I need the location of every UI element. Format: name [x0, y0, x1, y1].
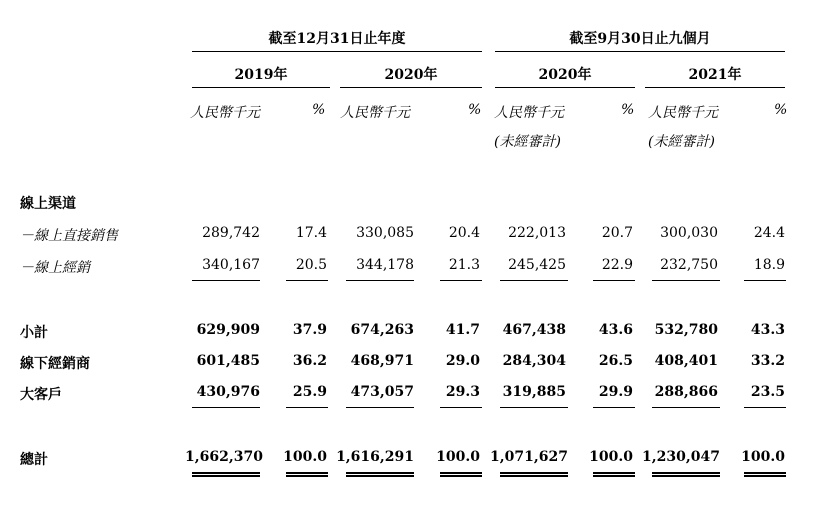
row-label-offline-distributors: 線下經銷商	[20, 356, 90, 372]
row-label-subtotal: 小計	[20, 325, 48, 341]
cell-offline-2020-amount: 468,971	[350, 353, 414, 369]
cell-subtotal-2020-pct: 41.7	[445, 322, 480, 338]
cell-offline-2020n-amount: 284,304	[502, 353, 566, 369]
year-header-2020-nine-underline	[495, 87, 635, 88]
cell-total-2021n-amount: 1,230,047	[642, 449, 720, 465]
cell-total-2019-amount: 1,662,370	[185, 449, 263, 465]
cell-total-2020-amount: 1,616,291	[336, 449, 414, 465]
cell-subtotal-2020-amount: 674,263	[350, 322, 414, 338]
year-header-2020-nine: 2020年	[538, 67, 592, 83]
year-header-2019: 2019年	[234, 67, 288, 83]
year-header-2019-underline	[192, 87, 330, 88]
period-header-nine-months-underline	[495, 51, 785, 52]
period-header-nine-months: 截至9月30日止九個月	[569, 31, 711, 47]
total-rule-c4	[440, 407, 482, 408]
grand-total-double-rule-c7	[652, 472, 720, 477]
total-rule-c2	[286, 407, 328, 408]
year-header-2021-nine: 2021年	[688, 67, 742, 83]
unit-pct-col4: %	[774, 102, 788, 118]
year-header-2020: 2020年	[384, 67, 438, 83]
cell-offline-2019-pct: 36.2	[292, 353, 327, 369]
unit-rmb-col3: 人民幣千元	[494, 105, 564, 121]
cell-online-dist-2021n-pct: 18.9	[753, 257, 785, 273]
cell-total-2020n-amount: 1,071,627	[490, 449, 568, 465]
cell-subtotal-2020n-amount: 467,438	[502, 322, 566, 338]
row-label-online-distribution: －線上經銷	[20, 260, 90, 276]
unit-pct-col3: %	[621, 102, 635, 118]
cell-total-2020n-pct: 100.0	[589, 449, 633, 465]
cell-online-dist-2019-pct: 20.5	[295, 257, 327, 273]
subtotal-rule-c4	[440, 280, 482, 281]
grand-total-double-rule-c5	[500, 472, 568, 477]
subtotal-rule-c5	[500, 280, 568, 281]
subtotal-rule-c6	[593, 280, 635, 281]
unit-pct-col2: %	[468, 102, 482, 118]
cell-offline-2021n-pct: 33.2	[750, 353, 785, 369]
total-rule-c8	[744, 407, 786, 408]
cell-online-direct-2019-pct: 17.4	[295, 225, 327, 241]
unit-unaudited-col4: (未經審計)	[648, 134, 715, 150]
period-header-year: 截至12月31日止年度	[268, 31, 406, 47]
cell-online-direct-2021n-amount: 300,030	[660, 225, 718, 241]
total-rule-c5	[500, 407, 568, 408]
cell-offline-2020-pct: 29.0	[445, 353, 480, 369]
cell-offline-2021n-amount: 408,401	[654, 353, 718, 369]
cell-online-dist-2020n-amount: 245,425	[508, 257, 566, 273]
cell-key-accounts-2020n-amount: 319,885	[502, 384, 566, 400]
cell-online-dist-2019-amount: 340,167	[202, 257, 260, 273]
period-header-year-underline	[192, 51, 482, 52]
cell-online-dist-2021n-amount: 232,750	[660, 257, 718, 273]
cell-key-accounts-2020-pct: 29.3	[445, 384, 480, 400]
cell-total-2021n-pct: 100.0	[741, 449, 785, 465]
subtotal-rule-c3	[346, 280, 414, 281]
year-header-2020-underline	[340, 87, 482, 88]
cell-key-accounts-2019-amount: 430,976	[196, 384, 260, 400]
grand-total-double-rule-c8	[744, 472, 786, 477]
cell-online-dist-2020-pct: 21.3	[448, 257, 480, 273]
unit-rmb-col1: 人民幣千元	[190, 105, 260, 121]
year-header-2021-nine-underline	[645, 87, 785, 88]
cell-online-dist-2020n-pct: 22.9	[601, 257, 633, 273]
cell-online-direct-2020-amount: 330,085	[356, 225, 414, 241]
section-title-online-channels: 線上渠道	[20, 196, 76, 212]
grand-total-double-rule-c1	[192, 472, 260, 477]
grand-total-double-rule-c4	[440, 472, 482, 477]
unit-unaudited-col3: (未經審計)	[494, 134, 561, 150]
grand-total-double-rule-c2	[286, 472, 328, 477]
cell-offline-2019-amount: 601,485	[196, 353, 260, 369]
row-label-online-direct: －線上直接銷售	[20, 228, 118, 244]
total-rule-c3	[346, 407, 414, 408]
total-rule-c7	[652, 407, 720, 408]
cell-subtotal-2020n-pct: 43.6	[598, 322, 633, 338]
total-rule-c1	[192, 407, 260, 408]
cell-offline-2020n-pct: 26.5	[598, 353, 633, 369]
grand-total-double-rule-c6	[593, 472, 635, 477]
subtotal-rule-c1	[192, 280, 260, 281]
cell-key-accounts-2020n-pct: 29.9	[598, 384, 633, 400]
grand-total-double-rule-c3	[346, 472, 414, 477]
cell-online-direct-2020-pct: 20.4	[448, 225, 480, 241]
cell-key-accounts-2021n-pct: 23.5	[750, 384, 785, 400]
subtotal-rule-c2	[286, 280, 328, 281]
cell-online-direct-2020n-amount: 222,013	[508, 225, 566, 241]
cell-subtotal-2019-amount: 629,909	[196, 322, 260, 338]
cell-subtotal-2021n-amount: 532,780	[654, 322, 718, 338]
cell-online-dist-2020-amount: 344,178	[356, 257, 414, 273]
cell-key-accounts-2019-pct: 25.9	[292, 384, 327, 400]
cell-total-2019-pct: 100.0	[283, 449, 327, 465]
subtotal-rule-c7	[652, 280, 720, 281]
row-label-key-accounts: 大客戶	[20, 387, 62, 403]
cell-key-accounts-2020-amount: 473,057	[350, 384, 414, 400]
unit-rmb-col4: 人民幣千元	[648, 105, 718, 121]
cell-online-direct-2019-amount: 289,742	[202, 225, 260, 241]
cell-subtotal-2021n-pct: 43.3	[750, 322, 785, 338]
cell-subtotal-2019-pct: 37.9	[292, 322, 327, 338]
total-rule-c6	[593, 407, 635, 408]
cell-total-2020-pct: 100.0	[436, 449, 480, 465]
cell-online-direct-2020n-pct: 20.7	[601, 225, 633, 241]
subtotal-rule-c8	[744, 280, 786, 281]
unit-pct-col1: %	[312, 102, 326, 118]
unit-rmb-col2: 人民幣千元	[340, 105, 410, 121]
cell-online-direct-2021n-pct: 24.4	[753, 225, 785, 241]
cell-key-accounts-2021n-amount: 288,866	[654, 384, 718, 400]
row-label-total: 總計	[20, 452, 48, 468]
